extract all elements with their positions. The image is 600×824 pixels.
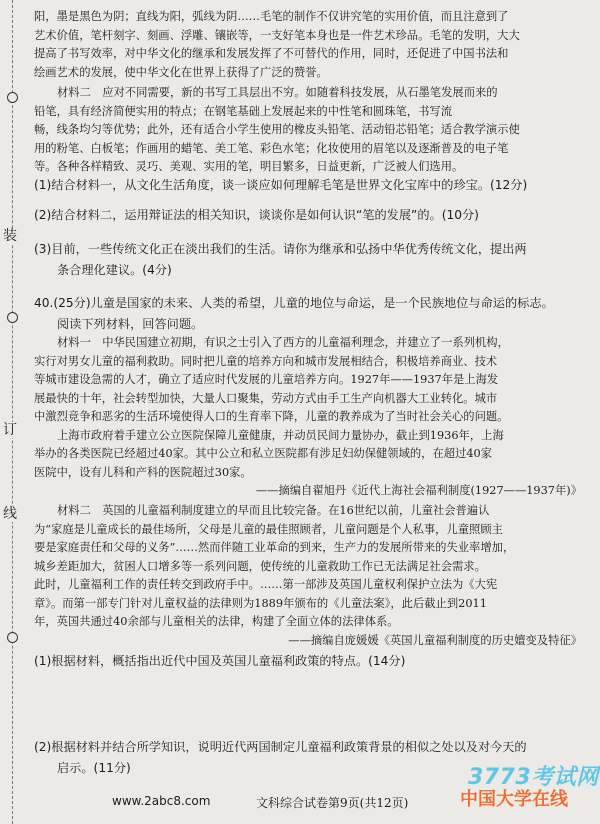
text-line: 等城市建设急需的人才，确立了适应时代发展的儿童培养方向。1927年——1937年是上海发 — [34, 373, 499, 386]
text-line: 等。各种各样精致、灵巧、美观、实用的笔，明目繁多，日益更新，广泛被人们选用。 — [34, 160, 464, 173]
binding-hole — [7, 632, 18, 643]
text-line: 铅笔，具有经济简便实用的特点；在钢笔基础上发展起来的中性笔和圆珠笔，书写流 — [34, 104, 452, 118]
text-line: 材料二 英国的儿童福利制度建立的早而且比较完备。在16世纪以前，儿童社会普遍认 — [57, 504, 490, 517]
exam-page — [34, 0, 582, 824]
question-39-3 — [34, 240, 582, 282]
binding-hole — [7, 312, 18, 323]
material-one-continued — [34, 8, 582, 82]
source-citation: ——摘编自翟旭丹《近代上海社会福利制度(1927——1937年)》 — [255, 484, 582, 497]
question-text: 条合理化建议。(4分) — [57, 263, 172, 277]
text-line: 举办的各类医院已经超过40家。其中公立和私立医院都有涉足妇幼保健领域的，在超过40家 — [34, 447, 493, 460]
text-line: 要是家庭责任和父母的义务”……然而伴随工业革命的到来，生产力的发展所带来的失业率增加， — [34, 541, 515, 554]
binding-dashed-line — [12, 0, 13, 824]
binding-margin — [0, 0, 30, 824]
text-line: 展最快的十年，社会转型加快，大量人口聚集，劳动方式由手工生产向机器大工业转化。城市 — [34, 391, 498, 405]
text-line: 实行对男女儿童的福利救助。同时把儿童的培养方向和城市发展相结合，积极培养商业、技术 — [34, 354, 498, 368]
text-line: 章》。而第一部专门针对儿童权益的法律则为1889年颁布的《儿童法案》，此后截止到2011 — [34, 596, 487, 610]
question-text: (3)目前，一些传统文化正在淡出我们的生活。请你为继承和弘扬中华优秀传统文化，提出两 — [34, 242, 527, 256]
question-40-1 — [34, 652, 582, 673]
text-line: 此时，儿童福利工作的责任转交到政府手中。……第一部涉及英国儿童权利保护立法为《大宪 — [34, 578, 498, 591]
question-text: (2)根据材料并结合所学知识，说明近代两国制定儿童福利政策背景的相似之处以及对今天的 — [34, 740, 527, 754]
footer-site: www.2abc8.com — [112, 794, 211, 808]
text-line: 为“家庭是儿童成长的最佳场所，父母是儿童的最佳照顾者，儿童问题是个人私事，儿童照顾主 — [34, 522, 503, 536]
material-two-britain — [34, 502, 582, 650]
question-text: 40.(25分)儿童是国家的未来、人类的希望，儿童的地位与命运，是一个民族地位与命运的标志。 — [34, 296, 554, 310]
text-line: 材料二 应对不同需要，新的书写工具层出不穷。如随着科技发展，从石墨笔发展而来的 — [57, 86, 498, 99]
binding-char: 订 — [3, 422, 17, 438]
material-two-pen — [34, 84, 582, 177]
text-line: 年，英国共通过40余部与儿童相关的法律，构建了全面立体的法律体系。 — [34, 615, 399, 628]
text-line: 艺术价值，笔杆刻字、刻画、浮雕、镶嵌等，一支好笔本身也是一件艺术珍品。毛笔的发明，大大 — [34, 28, 520, 42]
question-39-2 — [34, 206, 582, 227]
text-line: 阳，墨是黑色为阴；直线为阳，弧线为阴……毛笔的制作不仅讲究笔的实用价值，而且注意到了 — [34, 10, 509, 23]
text-line: 医院中，设有儿科和产科的医院超过30家。 — [34, 465, 252, 479]
text-line: 城乡差距加大，贫困人口增多等一系列问题，使传统的儿童救助工作已无法满足社会需求。 — [34, 559, 486, 573]
binding-char: 装 — [3, 228, 17, 244]
watermark-logo: 3773考试网 — [468, 765, 599, 790]
question-text: (1)根据材料，概括指出近代中国及英国儿童福利政策的特点。(14分) — [34, 654, 406, 668]
text-line: 材料一 中华民国建立初期，有识之士引入了西方的儿童福利理念，并建立了一系列机构， — [57, 336, 509, 349]
footer-page-label: 文科综合试卷第9页(共12页) — [256, 796, 409, 810]
text-line: 中激烈竞争和恶劣的生活环境使得人口的生育率下降，儿童的教养成为了当时社会关心的问题。 — [34, 410, 509, 423]
text-line: 绘画艺术的发展，使中华文化在世界上获得了广泛的赞誉。 — [34, 65, 328, 79]
question-text: (1)结合材料一，从文化生活角度，谈一谈应如何理解毛笔是世界文化宝库中的珍宝。(12分) — [34, 178, 528, 192]
binding-char: 线 — [3, 506, 17, 522]
question-text: 启示。(11分) — [57, 761, 131, 775]
question-text: 阅读下列材料，回答问题。 — [57, 317, 204, 331]
question-39-1 — [34, 176, 582, 197]
binding-hole — [7, 92, 18, 103]
text-line: 上海市政府着手建立公立医院保障儿童健康，并动员民间力量协办，截止到1936年，上海 — [57, 428, 504, 442]
question-text: (2)结合材料二，运用辩证法的相关知识，谈谈你是如何认识“笔的发展”的。(10分) — [34, 208, 479, 222]
text-line: 用的粉笔、白板笔；作画用的蜡笔、美工笔、彩色水笔；化妆使用的眉笔以及逐渐普及的电子笔 — [34, 141, 509, 155]
watermark-logo: 中国大学在线 — [460, 789, 568, 810]
question-40-intro — [34, 294, 582, 336]
source-citation: ——摘编自庞媛媛《英国儿童福利制度的历史嬗变及特征》 — [288, 633, 582, 647]
text-line: 畅，线条均匀等优势；此外，还有适合小学生使用的橡皮头铅笔、活动铅芯铅笔；适合教学演示使 — [34, 123, 520, 136]
material-one-china — [34, 334, 582, 501]
text-line: 提高了书写效率，对中华文化的继承和发展发挥了不可替代的作用，同时，还促进了中国书法和 — [34, 47, 509, 60]
